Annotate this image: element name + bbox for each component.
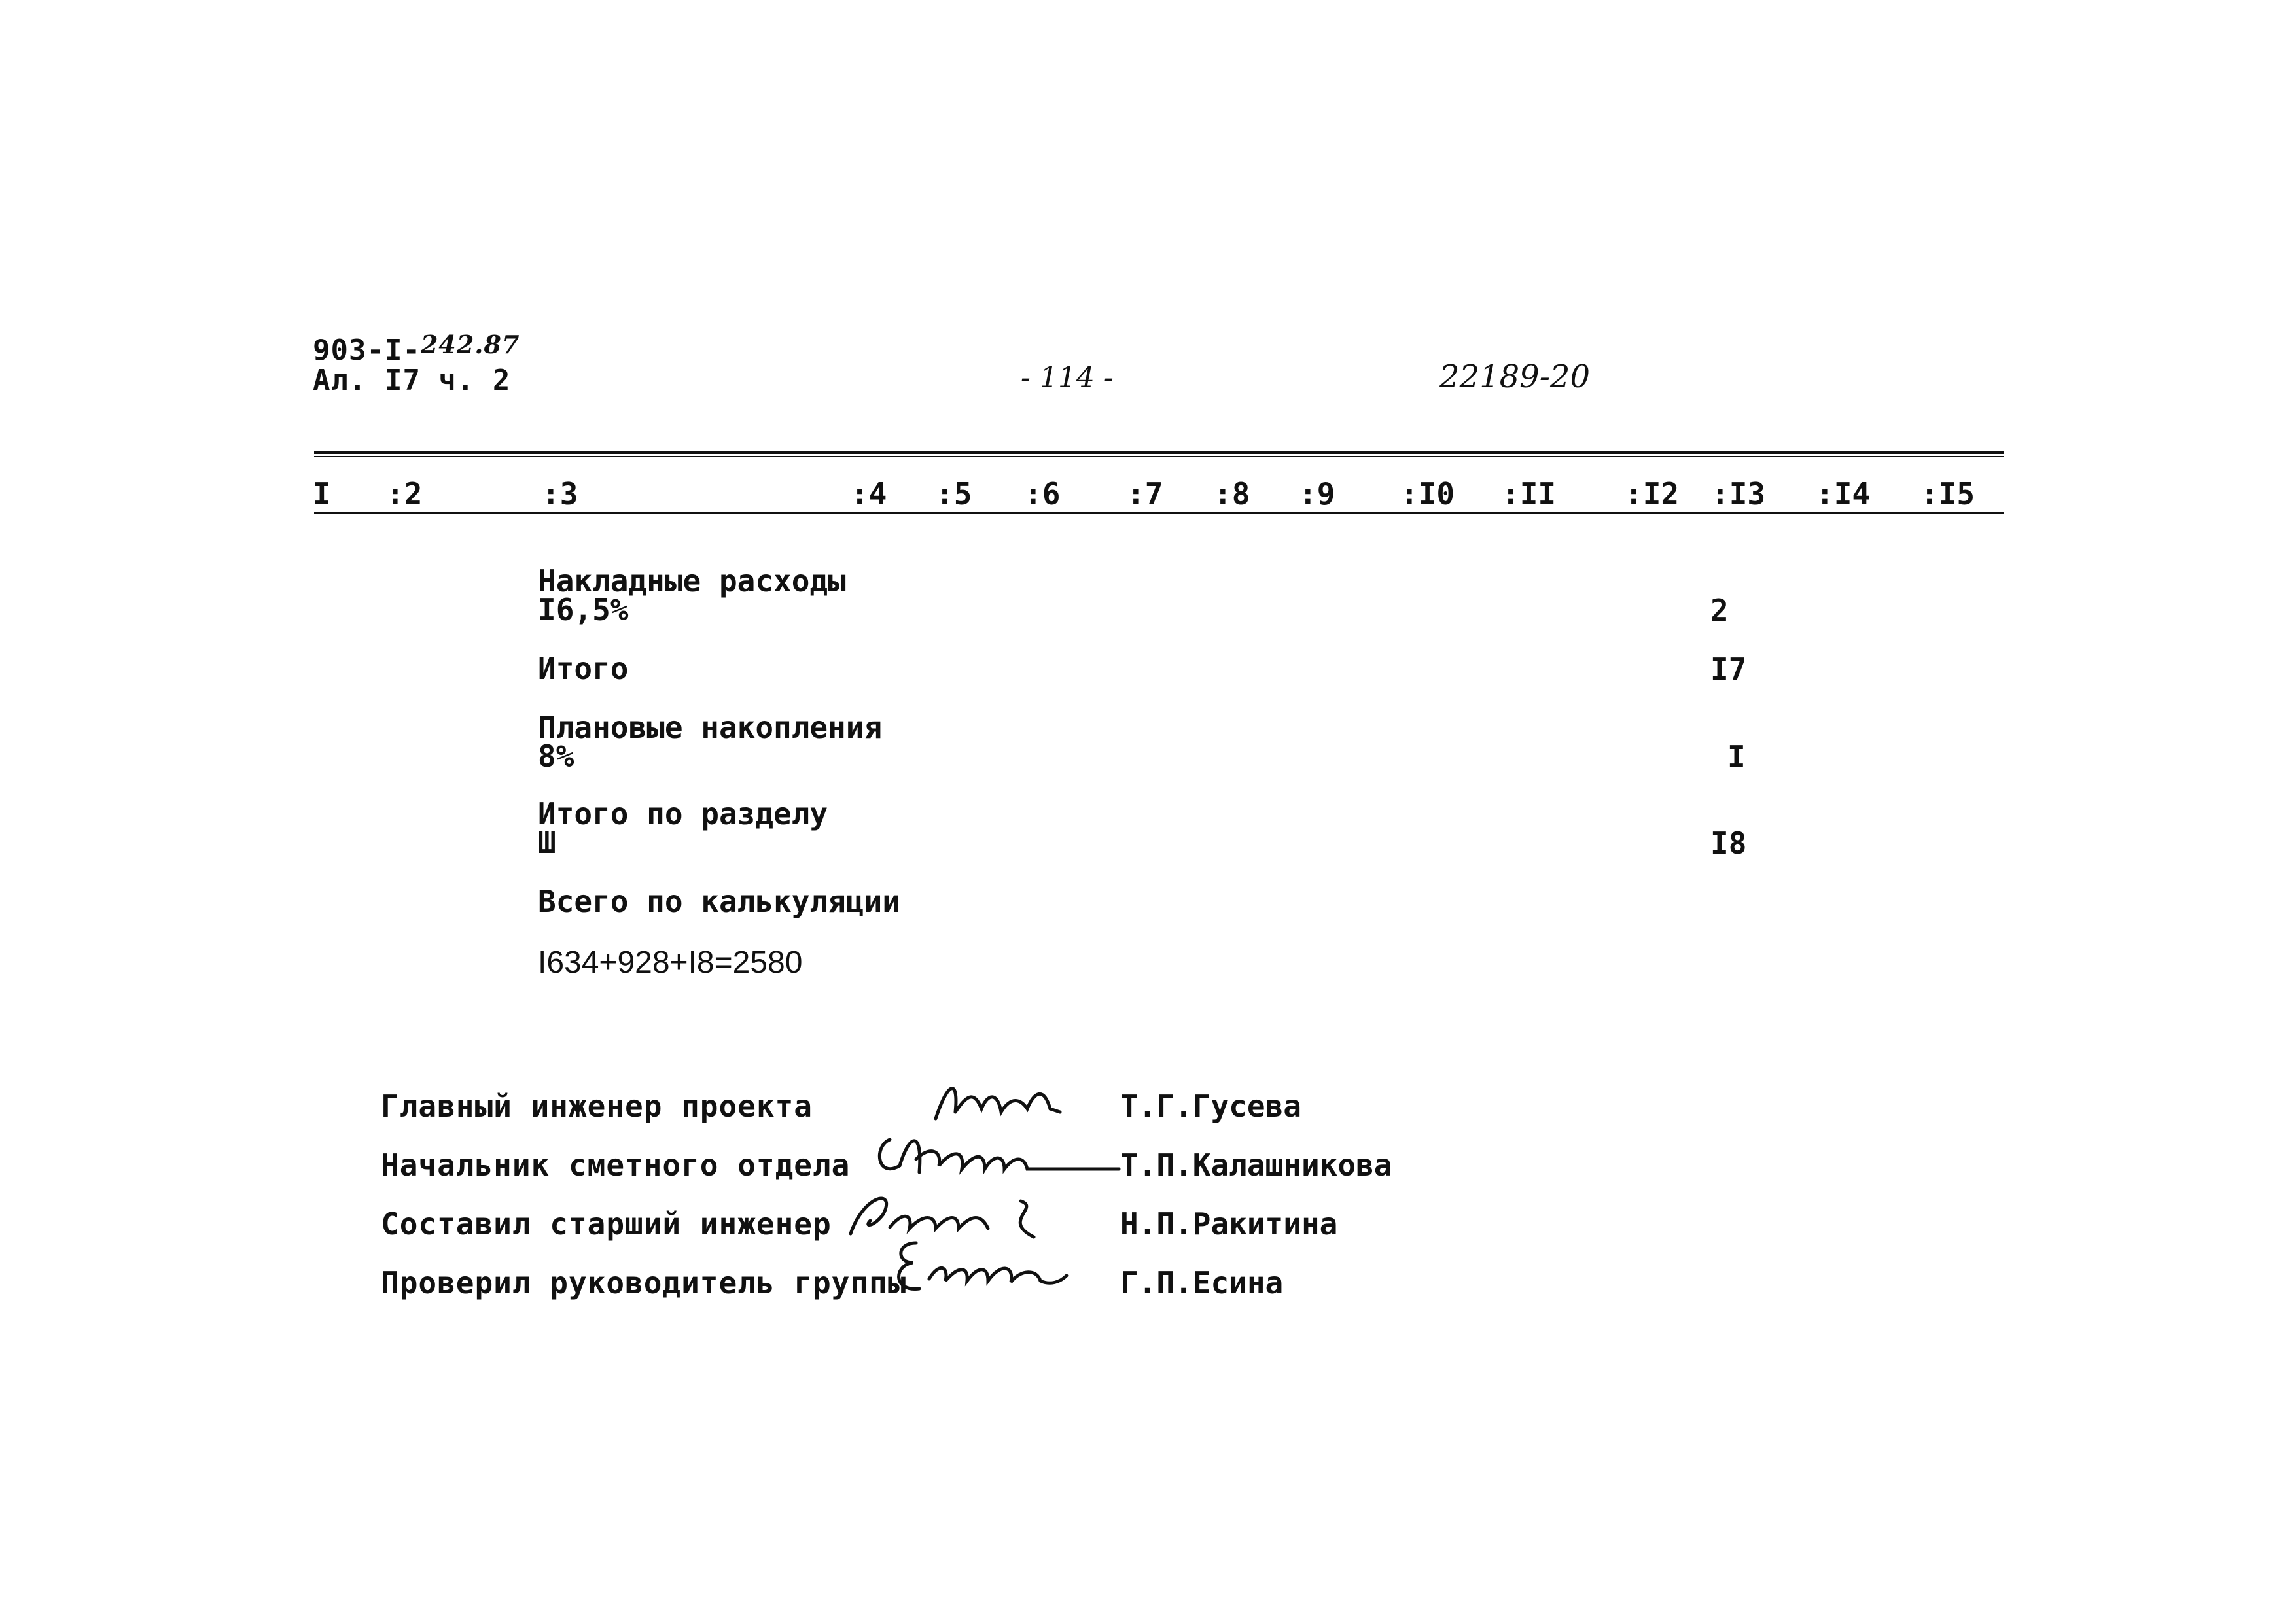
table-row-planned-savings [538, 710, 883, 774]
table-row-overhead [538, 563, 846, 627]
column-header-11: :II [1502, 476, 1557, 512]
column-header-8: :8 [1214, 476, 1250, 512]
signature-role-checker: Проверил руководитель группы [381, 1265, 907, 1300]
column-header-7: :7 [1127, 476, 1163, 512]
column-header-10: :I0 [1400, 476, 1455, 512]
signature-name-kalashnikova: Т.П.Калашникова [1120, 1147, 1392, 1183]
column-header-14: :I4 [1816, 476, 1871, 512]
document-series [313, 330, 520, 367]
document-series-handwritten: 242.87 [420, 330, 520, 359]
column-header-9: :9 [1299, 476, 1335, 512]
column-header-12: :I2 [1625, 476, 1680, 512]
column-header-1: I [313, 476, 331, 512]
column-header-5: :5 [936, 476, 972, 512]
column-header-13: :I3 [1711, 476, 1766, 512]
column-header-6: :6 [1024, 476, 1061, 512]
page-number: - 114 - [1021, 361, 1114, 394]
signature-name-guseva: Т.Г.Гусева [1120, 1089, 1301, 1124]
row-value-section-total: I8 [1710, 826, 1747, 861]
row-value-subtotal: I7 [1710, 652, 1747, 687]
column-header-15: :I5 [1920, 476, 1975, 512]
row-sublabel: Ш [538, 825, 556, 860]
row-value-planned-savings: I [1727, 739, 1746, 775]
row-label: Плановые накопления [538, 710, 883, 745]
table-row-section-total [538, 796, 828, 860]
table-top-rule [314, 451, 2004, 454]
row-label: Итого по разделу [538, 796, 828, 831]
signature-role-compiler: Составил старший инженер [381, 1206, 832, 1242]
column-header-2: :2 [386, 476, 423, 512]
table-header-bottom-rule [314, 512, 2004, 514]
row-label: Всего по калькуляции [538, 884, 900, 919]
column-header-3: :3 [542, 476, 578, 512]
row-sublabel: I6,5% [538, 592, 629, 627]
album-part-line: Ал. I7 ч. 2 [313, 364, 511, 397]
signature-name-rakitina: Н.П.Ракитина [1120, 1206, 1338, 1242]
column-header-4: :4 [851, 476, 887, 512]
signature-name-esina: Г.П.Есина [1120, 1265, 1284, 1300]
row-sublabel: 8% [538, 739, 574, 774]
total-formula: I634+928+I8=2580 [538, 945, 803, 980]
signature-role-chief-engineer: Главный инженер проекта [381, 1089, 813, 1124]
signature-role-estimate-head: Начальник сметного отдела [381, 1147, 851, 1183]
row-label: Накладные расходы [538, 563, 846, 599]
document-number: 22189-20 [1439, 358, 1590, 395]
table-row-subtotal [538, 651, 629, 686]
document-series-printed: 903-I- [313, 334, 421, 367]
signature-esina [883, 1230, 1080, 1302]
table-row-grand-total [538, 884, 900, 919]
table-top-rule-thin [314, 456, 2004, 457]
row-value-overhead: 2 [1710, 593, 1729, 628]
row-label: Итого [538, 651, 629, 686]
